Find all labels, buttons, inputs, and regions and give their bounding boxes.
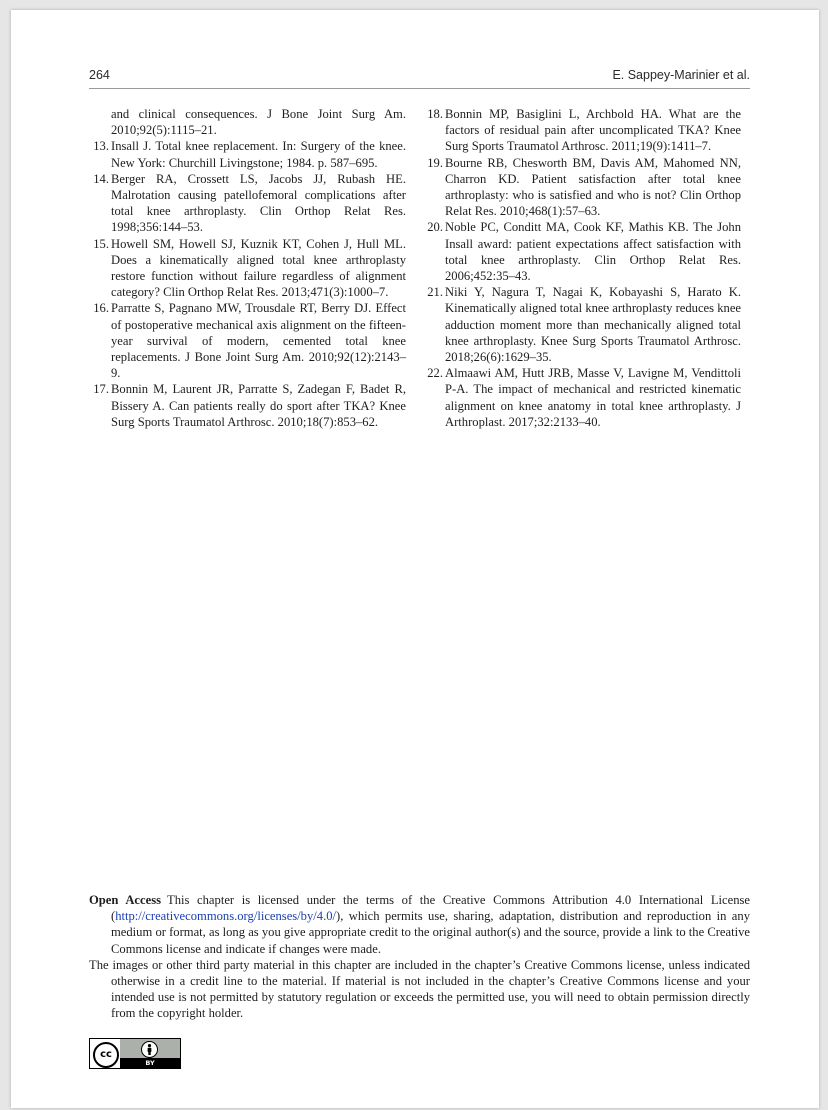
running-head xyxy=(89,66,750,89)
license-paragraph-2: The images or other third party material in this chapter are included in the chapter’s Creative Commons license, unless indicated otherwise in a credit line to the material. If material is not included in the chapter’s Creative Commons license and your intended use is not permitted by statutory regulation or exceeds the permitted use, you will need to obtain permission directly from the copyright holder. xyxy=(89,957,750,1021)
license-notice xyxy=(89,892,750,1022)
license-link[interactable]: http://creativecommons.org/licenses/by/4.0/ xyxy=(115,909,337,924)
reference-number: 17. xyxy=(93,382,109,397)
reference-item xyxy=(111,106,406,138)
reference-number: 21. xyxy=(427,285,443,300)
reference-text: Noble PC, Conditt MA, Cook KF, Mathis KB. The John Insall award: patient expectations affect satisfaction with total knee arthroplasty. Clin Orthop Relat Res. 2006;452:35–43. xyxy=(445,220,741,284)
reference-number: 14. xyxy=(93,171,109,186)
reference-item xyxy=(427,219,741,284)
running-head-authors: E. Sappey-Marinier et al. xyxy=(612,68,750,82)
reference-text: Howell SM, Howell SJ, Kuznik KT, Cohen J, Hull ML. Does a kinematically aligned total knee arthroplasty restore function without failure regardless of alignment category? Clin Orthop Relat Res. 2013;471(3):1000–7. xyxy=(111,236,406,300)
license-text-b: ), which permits use, sharing, adaptation, distribution and reproduction in any medium or format, as long as you give appropriate credit to the original author(s) and the source, provide a link to the Creative Commons license and indicate if changes were made. xyxy=(111,909,750,956)
references-right-column xyxy=(427,106,741,430)
page-number: 264 xyxy=(89,68,110,82)
cc-badge-left xyxy=(90,1039,120,1068)
reference-number: 19. xyxy=(427,155,443,170)
cc-logo-icon: cc xyxy=(93,1042,119,1068)
reference-number: 15. xyxy=(93,236,109,251)
by-label: BY xyxy=(120,1058,180,1068)
reference-text: Berger RA, Crossett LS, Jacobs JJ, Rubash HE. Malrotation causing patellofemoral complications after total knee arthroplasty. Clin Orthop Relat Res. 1998;356:144–53. xyxy=(111,171,406,235)
reference-item xyxy=(93,138,406,170)
reference-item xyxy=(93,171,406,236)
reference-item xyxy=(93,300,406,381)
reference-number: 18. xyxy=(427,107,443,121)
reference-number: 13. xyxy=(93,139,109,154)
reference-item xyxy=(427,365,741,430)
reference-text: Insall J. Total knee replacement. In: Surgery of the knee. New York: Churchill Livingstone; 1984. p. 587–695. xyxy=(111,139,406,170)
license-paragraph-1 xyxy=(89,892,750,957)
reference-item xyxy=(427,106,741,155)
reference-text: Bonnin M, Laurent JR, Parratte S, Zadegan F, Badet R, Bissery A. Can patients really do sport after TKA? Knee Surg Sports Traumatol Arthrosc. 2010;18(7):853–62. xyxy=(111,382,406,429)
reference-number: 22. xyxy=(427,366,443,381)
cc-by-badge[interactable] xyxy=(89,1038,181,1069)
references-left-column xyxy=(93,106,406,430)
reference-text: Niki Y, Nagura T, Nagai K, Kobayashi S, Harato K. Kinematically aligned total knee arthroplasty reduces knee adduction moment more than mechanically aligned total knee arthroplasty. Knee Surg Sports Traumatol Arthrosc. 2018;26(6):1629–35. xyxy=(445,285,741,365)
reference-text: Almaawi AM, Hutt JRB, Masse V, Lavigne M, Vendittoli P-A. The impact of mechanical and restricted kinematic alignment on knee anatomy in total knee arthroplasty. J Arthroplast. 2017;32:2133–40. xyxy=(445,366,741,429)
reference-item xyxy=(93,236,406,301)
reference-text: Parratte S, Pagnano MW, Trousdale RT, Berry DJ. Effect of postoperative mechanical axis alignment on the fifteen-year survival of modern, cemented total knee replacements. J Bone Joint Surg Am. 2010;92(12):2143–9. xyxy=(111,301,406,381)
reference-text: Bonnin MP, Basiglini L, Archbold HA. What are the factors of residual pain after uncomplicated TKA? Knee Surg Sports Traumatol Arthrosc. 2011;19(9):1411–7. xyxy=(445,107,741,154)
reference-item xyxy=(427,155,741,220)
reference-item xyxy=(93,381,406,430)
reference-number: 16. xyxy=(93,301,109,316)
page xyxy=(11,10,819,1108)
license-text-a: This chapter is licensed under the terms of the Creative Commons Attribution 4.0 International License ( xyxy=(111,893,751,924)
open-access-heading: Open Access xyxy=(89,893,162,907)
reference-text: Bourne RB, Chesworth BM, Davis AM, Mahomed NN, Charron KD. Patient satisfaction after total knee arthroplasty: who is satisfied and who is not? Clin Orthop Relat Res. 2010;468(1):57–63. xyxy=(445,155,741,219)
reference-text: and clinical consequences. J Bone Joint Surg Am. 2010;92(5):1115–21. xyxy=(111,107,406,138)
reference-item xyxy=(427,284,741,365)
reference-number: 20. xyxy=(427,220,443,235)
attribution-person-icon xyxy=(141,1041,158,1058)
